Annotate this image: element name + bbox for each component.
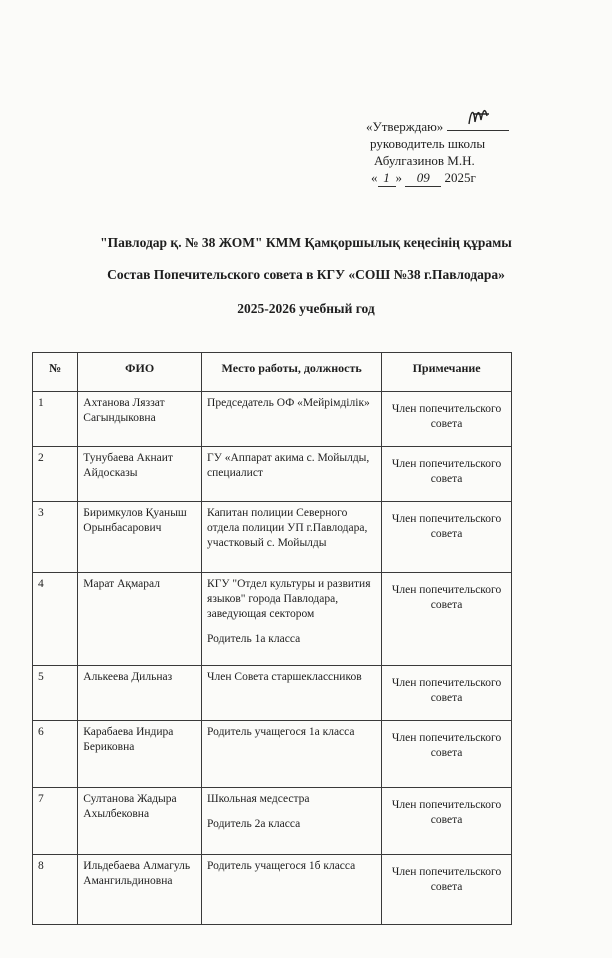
council-table — [32, 352, 512, 925]
table-row — [33, 392, 512, 447]
row-note: Член попечительского совета — [382, 502, 512, 573]
row-num: 8 — [33, 855, 78, 925]
row-note: Член попечительского совета — [382, 392, 512, 447]
row-name: Ильдебаева Алмагуль Амангильдиновна — [78, 855, 202, 925]
row-work: Капитан полиции Северного отдела полиции УП г.Павлодара, участковый с. Мойылды — [202, 502, 382, 573]
table-row — [33, 502, 512, 573]
row-work: ГУ «Аппарат акима с. Мойылды, специалист — [202, 447, 382, 502]
row-work: Родитель учащегося 1а класса — [202, 721, 382, 788]
row-name: Биримкулов Қуаныш Орынбасарович — [78, 502, 202, 573]
document-titles — [0, 234, 612, 318]
title-kazakh: "Павлодар қ. № 38 ЖОМ" КММ Қамқоршылық кеңесінің құрамы — [100, 235, 512, 250]
header-work: Место работы, должность — [202, 353, 382, 392]
row-num: 1 — [33, 392, 78, 447]
row-note: Член попечительского совета — [382, 447, 512, 502]
row-name: Султанова Жадыра Ахылбековна — [78, 788, 202, 855]
row-work: Родитель учащегося 1б класса — [202, 855, 382, 925]
row-name: Карабаева Индира Бериковна — [78, 721, 202, 788]
row-note: Член попечительского совета — [382, 788, 512, 855]
row-name: Марат Ақмарал — [78, 573, 202, 666]
table-row — [33, 855, 512, 925]
row-num: 3 — [33, 502, 78, 573]
header-note: Примечание — [382, 353, 512, 392]
date-day: 1 — [378, 169, 396, 187]
row-num: 4 — [33, 573, 78, 666]
header-name: ФИО — [78, 353, 202, 392]
row-work: Школьная медсестра Родитель 2а класса — [202, 788, 382, 855]
approve-line — [366, 118, 566, 135]
date-month: 09 — [405, 169, 441, 187]
title-year: 2025-2026 учебный год — [237, 301, 375, 316]
row-note: Член попечительского совета — [382, 573, 512, 666]
row-work: Член Совета старшеклассников — [202, 666, 382, 721]
row-note: Член попечительского совета — [382, 666, 512, 721]
approval-block — [366, 118, 566, 187]
date-year: 2025г — [444, 170, 476, 185]
approval-date: « 1 » 09 2025г — [371, 170, 476, 185]
table-row — [33, 447, 512, 502]
row-name: Ахтанова Ляззат Сагындыковна — [78, 392, 202, 447]
row-name: Тунубаева Акнаит Айдосказы — [78, 447, 202, 502]
row-num: 2 — [33, 447, 78, 502]
table-row — [33, 666, 512, 721]
row-note: Член попечительского совета — [382, 721, 512, 788]
table-row — [33, 573, 512, 666]
header-num: № — [33, 353, 78, 392]
table-row — [33, 788, 512, 855]
row-subnote: Родитель 1а класса — [207, 633, 301, 645]
approve-label: «Утверждаю» — [366, 119, 444, 134]
table-row — [33, 721, 512, 788]
row-num: 6 — [33, 721, 78, 788]
row-name: Алькеева Дильназ — [78, 666, 202, 721]
row-note: Член попечительского совета — [382, 855, 512, 925]
table-header-row — [33, 353, 512, 392]
signature-line — [447, 118, 509, 131]
approver-name: Абулгазинов М.Н. — [374, 153, 475, 168]
row-num: 7 — [33, 788, 78, 855]
signature-icon — [465, 104, 495, 130]
row-num: 5 — [33, 666, 78, 721]
title-russian: Состав Попечительского совета в КГУ «СОШ №38 г.Павлодара» — [107, 267, 505, 282]
row-work: КГУ "Отдел культуры и развития языков" города Павлодара, заведующая сектором Родитель 1а класса — [202, 573, 382, 666]
row-subnote: Родитель 2а класса — [207, 818, 301, 830]
row-work: Председатель ОФ «Мейрімділік» — [202, 392, 382, 447]
approver-position: руководитель школы — [370, 136, 486, 151]
